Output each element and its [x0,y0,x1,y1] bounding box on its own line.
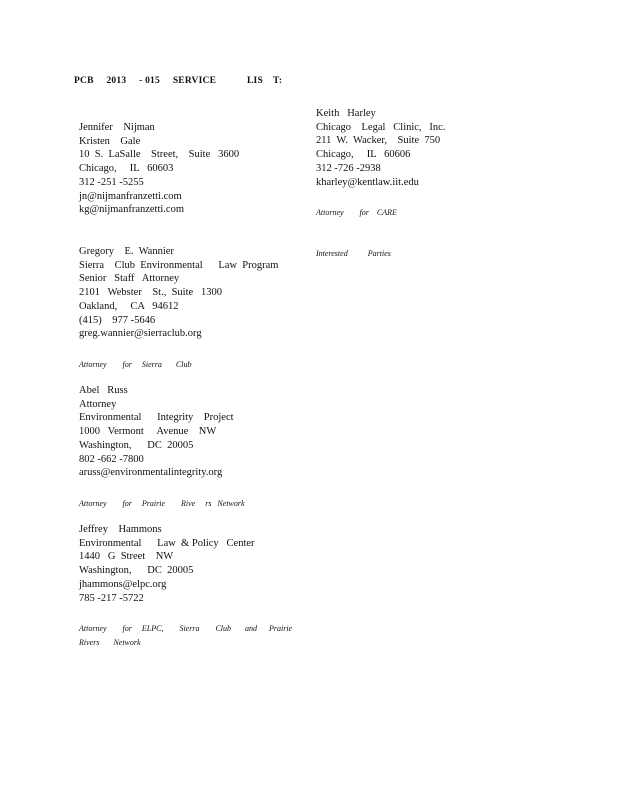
contact-name: Abel Russ [79,385,128,396]
contact-role [79,622,292,650]
contact-organization: Environmental Integrity Project [79,412,234,424]
interested-parties-label: Interested Parties [316,249,391,258]
contact-organization: Sierra Club Environmental Law Program [79,259,279,271]
page-heading: PCB 2013 - 015 SERVICE LIS T: [74,76,283,86]
contact-phone: 312 -726 -2938 [316,162,381,174]
contact-role-line: Attorney for ELPC, Sierra Club and Prairie [79,624,293,633]
contact-city: Chicago, IL 60606 [316,149,411,161]
contact-email: aruss@environmentalintegrity.org [79,467,223,479]
contact-email: jhammons@elpc.org [79,578,167,590]
contact-hammons [79,523,255,605]
contact-name: Jennifer Nijman [79,122,155,133]
contact-name: Keith Harley [316,108,376,119]
contact-harley [316,107,445,189]
contact-organization: Chicago Legal Clinic, Inc. [316,121,446,133]
contact-email: kg@nijmanfranzetti.com [79,204,185,216]
contact-organization: Environmental Law & Policy Center [79,537,255,549]
contact-name: Kristen Gale [79,135,141,147]
contact-nijman [79,121,239,217]
contact-role: Attorney for CARE [316,208,397,217]
contact-phone: 802 -662 -7800 [79,453,144,465]
contact-address: 1000 Vermont Avenue NW [79,426,217,438]
contact-city: Washington, DC 20005 [79,565,194,577]
contact-address: 1440 G Street NW [79,551,174,563]
contact-title: Senior Staff Attorney [79,273,180,285]
contact-city: Oakland, CA 94612 [79,300,179,312]
contact-email: greg.wannier@sierraclub.org [79,328,202,340]
contact-name: Jeffrey Hammons [79,524,162,535]
contact-phone: (415) 977 -5646 [79,314,156,326]
contact-title: Attorney [79,398,117,410]
contact-address: 2101 Webster St., Suite 1300 [79,287,223,299]
contact-address: 10 S. LaSalle Street, Suite 3600 [79,149,240,161]
contact-email: jn@nijmanfranzetti.com [79,190,182,202]
contact-city: Washington, DC 20005 [79,439,194,451]
contact-russ [79,384,234,480]
contact-wannier [79,245,278,341]
contact-city: Chicago, IL 60603 [79,163,174,175]
contact-address: 211 W. Wacker, Suite 750 [316,135,441,147]
contact-name: Gregory E. Wannier [79,246,174,257]
contact-role-line: Rivers Network [79,638,141,647]
contact-phone: 785 -217 -5722 [79,592,144,604]
contact-email: kharley@kentlaw.iit.edu [316,176,419,188]
contact-role: Attorney for Sierra Club [79,360,192,369]
contact-phone: 312 -251 -5255 [79,176,144,188]
contact-role: Attorney for Prairie Rive rs Network [79,499,245,508]
